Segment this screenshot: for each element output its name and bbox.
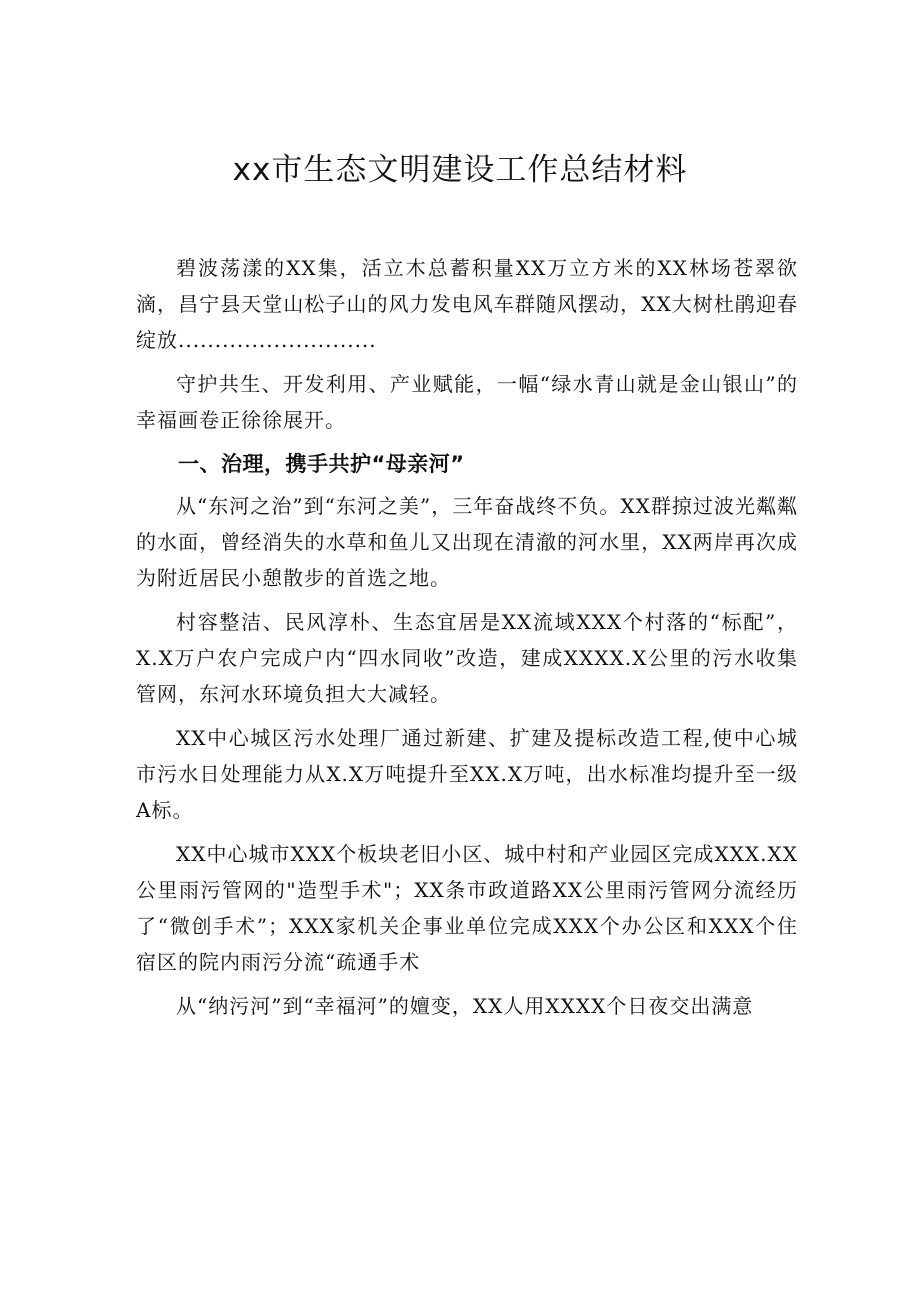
paragraph-intro-1: 碧波荡漾的XX集，活立木总蓄积量XX万立方米的XX林场苍翠欲滴，昌宁县天堂山松子山的风力发电风车群随风摆动，XX大树杜鹃迎春绽放........................... [136, 256, 798, 352]
paragraph-intro-2: 守护共生、开发利用、产业赋能，一幅“绿水青山就是金山银山”的幸福画卷正徐徐展开。 [136, 372, 798, 432]
paragraph-section1-4: XX中心城市XXX个板块老旧小区、城中村和产业园区完成XXX.XX公里雨污管网的"造型手术"；XX条市政道路XX公里雨污管网分流经历了“微创手术”；XXX家机关企事业单位完成XXX个办公区和XXX个住宿区的院内雨污分流“疏通手术 [136, 842, 798, 974]
paragraph-section1-2: 村容整洁、民风淳朴、生态宜居是XX流域XXX个村落的“标配”，X.X万户农户完成户内“四水同收”改造，建成XXXX.X公里的污水收集管网，东河水环境负担大大减轻。 [136, 610, 798, 706]
document-title: xx市生态文明建设工作总结材料 [232, 152, 688, 188]
paragraph-section1-1: 从“东河之治”到“东河之美”，三年奋战终不负。XX群掠过波光粼粼的水面，曾经消失的水草和鱼儿又出现在清澈的河水里，XX两岸再次成为附近居民小憩散步的首选之地。 [136, 494, 798, 590]
paragraph-section1-5: 从“纳污河”到“幸福河”的嬗变，XX人用XXXX个日夜交出满意 [176, 994, 754, 1018]
paragraph-section1-3: XX中心城区污水处理厂通过新建、扩建及提标改造工程,使中心城市污水日处理能力从X.X万吨提升至XX.X万吨，出水标准均提升至一级A标。 [136, 726, 798, 822]
section-heading-governance: 一、治理，携手共护“母亲河” [178, 452, 465, 476]
document-body [136, 250, 798, 1032]
